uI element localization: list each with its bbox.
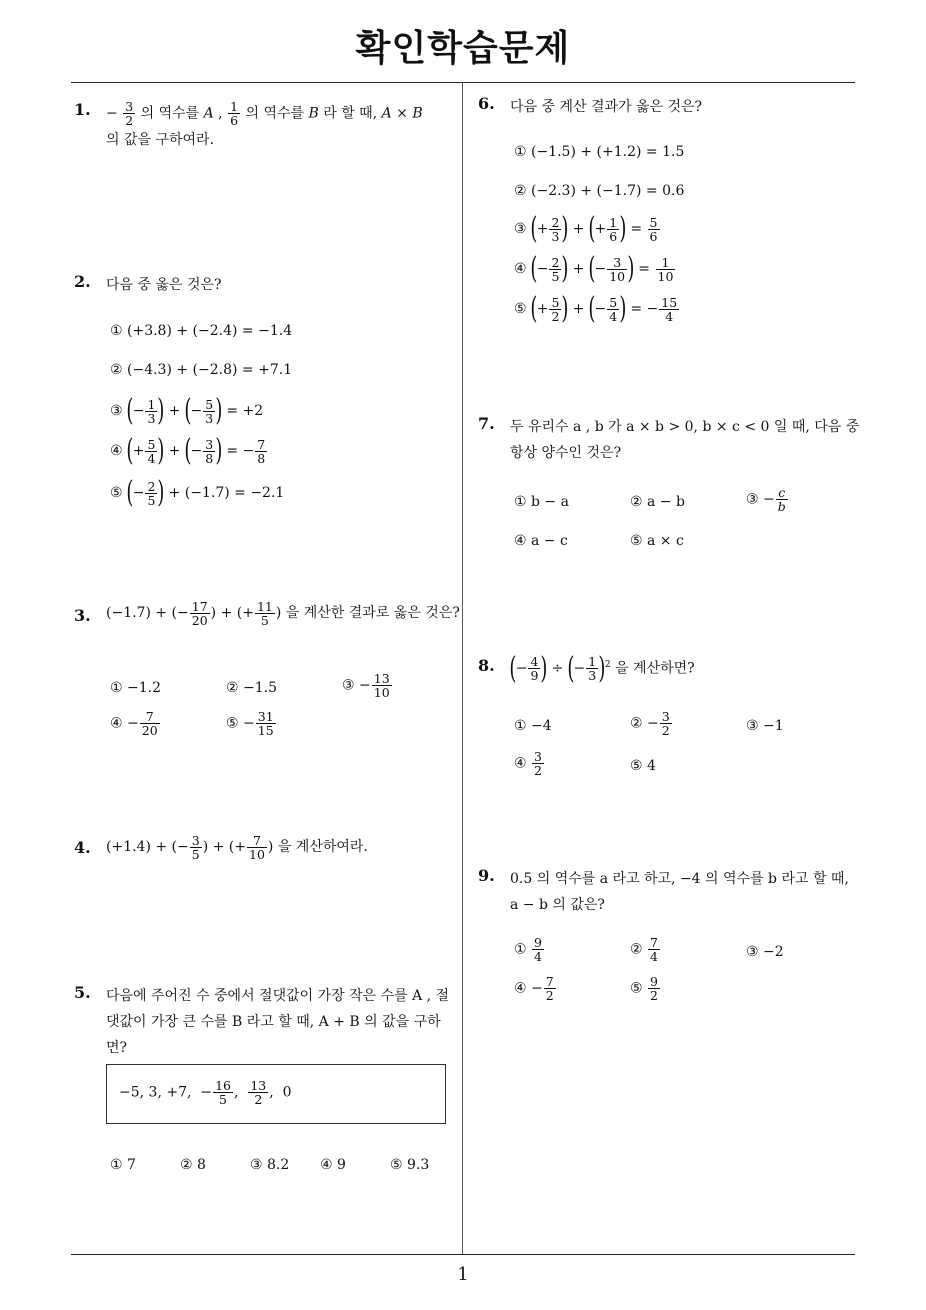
question-number: 1. (74, 100, 91, 119)
option-3[interactable]: ③ 8.2 (250, 1157, 290, 1173)
option-marker: ⑤ (514, 301, 527, 317)
option-5[interactable]: ⑤ − $\frac{31}{15}$ (226, 709, 274, 738)
option-2[interactable]: ② (−4.3) + (−2.8) = +7.1 (110, 362, 293, 378)
option-marker: ⑤ (630, 980, 643, 997)
question-number: 8. (478, 656, 495, 675)
option-marker: ③ (514, 221, 527, 237)
option-4[interactable]: ④ $\frac{3}{2}$ (514, 749, 542, 778)
option-3[interactable]: ③ (− $\frac{1}{3}$ ) + (− $\frac{5}{3}$ ) = +2 (110, 393, 264, 428)
question-body: − $\frac{3}{2}$ 의 역수를 A , $\frac{1}{6}$ 의 역수를 B 라 할 때, A × B 의 값을 구하여라. (106, 100, 461, 153)
option-marker: ④ − (514, 980, 543, 997)
question-7 (478, 414, 858, 564)
option-1[interactable]: ① 7 (110, 1157, 136, 1173)
option-5[interactable]: ⑤ $\frac{9}{2}$ (630, 974, 658, 1003)
option-marker: ⑤ (226, 715, 239, 732)
number-list: −5, 3, +7, (119, 1084, 192, 1101)
question-text: 의 역수를 (140, 105, 200, 122)
option-4[interactable]: ④ 9 (320, 1157, 346, 1173)
question-number: 4. (74, 838, 91, 857)
variable: A (203, 105, 214, 122)
question-number: 3. (74, 606, 91, 625)
variable: B (308, 105, 319, 122)
option-5[interactable]: ⑤ a × c (630, 533, 684, 549)
option-5[interactable]: ⑤ (− $\frac{2}{5}$ ) + (−1.7) = −2.1 (110, 475, 285, 510)
option-marker: ④ (514, 261, 527, 277)
question-text: 라 할 때, (323, 105, 378, 122)
question-text: 을 계산한 결과로 옳은 것은? (285, 605, 460, 621)
option-1[interactable]: ① (−1.5) + (+1.2) = 1.5 (514, 144, 685, 160)
question-text: 다음 중 옳은 것은? (106, 277, 222, 293)
question-number: 9. (478, 866, 495, 885)
option-5[interactable]: ⑤ 4 (630, 758, 656, 774)
question-text: 다음 중 계산 결과가 옳은 것은? (510, 99, 703, 115)
question-text: 0.5 의 역수를 a 라고 하고, −4 의 역수를 b 라고 할 때, a − b 의 값은? (510, 871, 849, 913)
question-text: 다음에 주어진 수 중에서 절댓값이 가장 작은 수를 A , 절댓값이 가장 큰 수를 B 라고 할 때, A + B 의 값을 구하면? (106, 988, 450, 1056)
question-8 (478, 648, 858, 798)
option-marker: ③ (110, 403, 123, 419)
question-body: (−1.7) + (− $\frac{17}{20}$ ) + (+ $\frac{11}{5}$ ) 을 계산한 결과로 옳은 것은? (106, 598, 460, 628)
question-text: 을 계산하면? (615, 660, 695, 677)
option-5[interactable]: ⑤ (+ $\frac{5}{2}$ ) + (− $\frac{5}{4}$ ) = − $\frac{15}{4}$ (514, 291, 678, 326)
page-title: 확인학습문제 (355, 28, 571, 69)
option-3[interactable]: ③ − $\frac{13}{10}$ (342, 671, 390, 700)
option-4[interactable]: ④ a − c (514, 533, 568, 549)
option-3[interactable]: ③ − $\frac{c}{b}$ (746, 485, 786, 514)
option-5[interactable]: ⑤ 9.3 (390, 1157, 430, 1173)
question-number: 5. (74, 983, 91, 1002)
option-1[interactable]: ① −4 (514, 718, 552, 734)
page-number: 1 (457, 1264, 469, 1285)
question-6 (478, 94, 858, 344)
option-marker: ⑤ (110, 485, 123, 501)
option-marker: ③ (342, 677, 355, 694)
option-3[interactable]: ③ −2 (746, 944, 784, 960)
number-set-box (106, 1064, 446, 1124)
option-2[interactable]: ② 8 (180, 1157, 206, 1173)
option-marker: ④ (514, 755, 527, 772)
question-2 (74, 272, 459, 522)
question-text: 두 유리수 a , b 가 a × b > 0, b × c < 0 일 때, 다음 중 항상 양수인 것은? (510, 419, 860, 461)
option-1[interactable]: ① −1.2 (110, 680, 161, 696)
option-2[interactable]: ② −1.5 (226, 680, 277, 696)
option-2[interactable]: ② a − b (630, 494, 685, 510)
option-1[interactable]: ① $\frac{9}{4}$ (514, 935, 542, 964)
question-text: 의 역수를 (245, 105, 305, 122)
option-4[interactable]: ④ (+ $\frac{5}{4}$ ) + (− $\frac{3}{8}$ ) = − $\frac{7}{8}$ (110, 433, 266, 468)
question-number: 7. (478, 414, 495, 433)
question-text: 의 값을 구하여라. (106, 132, 215, 148)
option-3[interactable]: ③ (+ $\frac{2}{3}$ ) + (+ $\frac{1}{6}$ ) = $\frac{5}{6}$ (514, 211, 658, 246)
option-4[interactable]: ④ − $\frac{7}{2}$ (514, 974, 554, 1003)
top-rule (71, 82, 855, 83)
option-4[interactable]: ④ (− $\frac{2}{5}$ ) + (− $\frac{3}{10}$ ) = $\frac{1}{10}$ (514, 251, 674, 286)
option-marker: ② − (630, 715, 659, 732)
number-set: −5, 3, +7, − $\frac{16}{5}$ , $\frac{13}{2}$ , 0 (119, 1078, 292, 1107)
option-marker: ④ (110, 443, 123, 459)
question-number: 2. (74, 272, 91, 291)
column-divider (462, 83, 463, 1254)
fraction: $\frac{3}{2}$ (125, 99, 134, 128)
option-marker: ④ (110, 715, 123, 732)
option-4[interactable]: ④ − $\frac{7}{20}$ (110, 709, 158, 738)
question-9 (478, 866, 858, 1016)
question-3 (74, 598, 459, 758)
option-marker: ② (630, 941, 643, 958)
option-2[interactable]: ② (−2.3) + (−1.7) = 0.6 (514, 183, 685, 199)
bottom-rule (71, 1254, 855, 1255)
question-body: (− $\frac{4}{9}$ ) ÷ (− $\frac{1}{3}$ )$^2$ 을 계산하면? (509, 650, 695, 686)
option-marker: ① (514, 941, 527, 958)
option-2[interactable]: ② − $\frac{3}{2}$ (630, 709, 670, 738)
expression: A × B (381, 105, 423, 122)
option-1[interactable]: ① (+3.8) + (−2.4) = −1.4 (110, 323, 293, 339)
question-text: 을 계산하여라. (277, 839, 368, 855)
option-1[interactable]: ① b − a (514, 494, 569, 510)
fraction: $\frac{1}{6}$ (230, 99, 239, 128)
option-3[interactable]: ③ −1 (746, 718, 784, 734)
question-number: 6. (478, 94, 495, 113)
question-body: (+1.4) + (− $\frac{3}{5}$ ) + (+ $\frac{7}{10}$ ) 을 계산하여라. (106, 832, 368, 862)
option-marker: ③ − (746, 491, 775, 508)
option-2[interactable]: ② $\frac{7}{4}$ (630, 935, 658, 964)
